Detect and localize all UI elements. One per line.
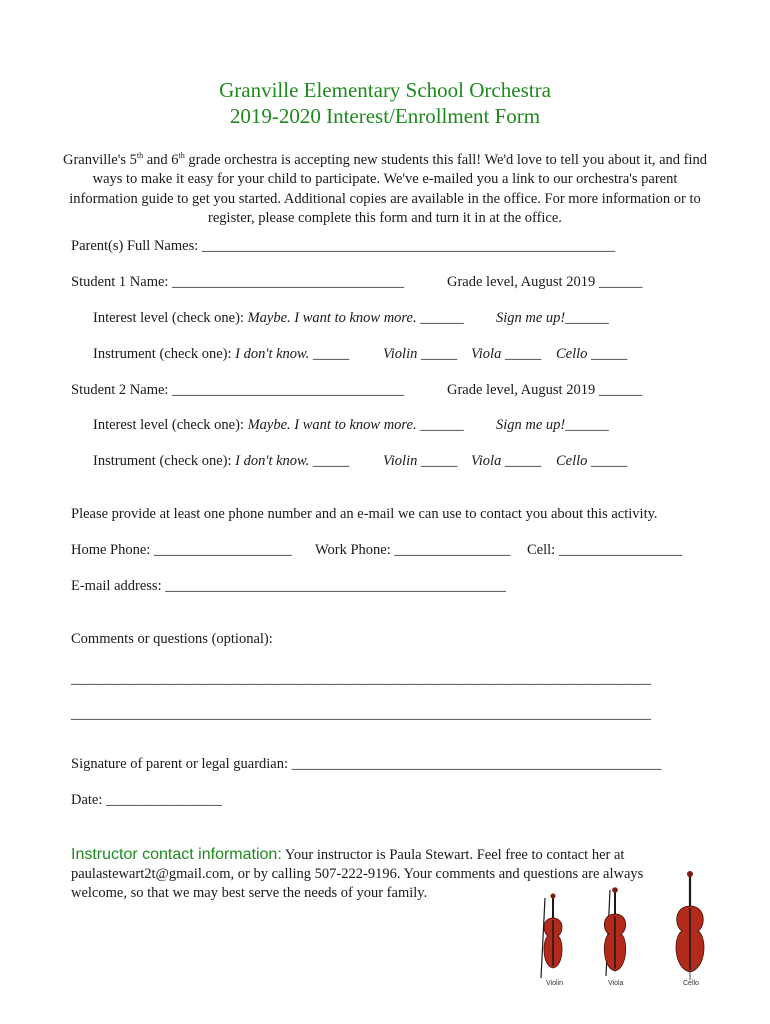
email-field[interactable] bbox=[71, 578, 506, 595]
student2-violin-option[interactable] bbox=[383, 453, 457, 470]
student1-viola-option[interactable] bbox=[471, 346, 541, 363]
instr-violin-option: Violin bbox=[383, 453, 418, 469]
student1-grade-field[interactable] bbox=[447, 274, 642, 291]
date-field[interactable] bbox=[71, 792, 222, 809]
instr-violin-option: Violin bbox=[383, 346, 418, 362]
parents-label: Parent(s) Full Names: bbox=[71, 238, 202, 254]
instr-viola-option: Viola bbox=[471, 453, 502, 469]
form-subtitle: 2019-2020 Interest/Enrollment Form bbox=[229, 104, 541, 128]
student1-label: Student 1 Name: bbox=[71, 274, 173, 290]
instr-viola-blank[interactable]: _____ bbox=[501, 346, 542, 362]
email-blank[interactable]: _______________________________________________ bbox=[165, 578, 506, 594]
signature-field[interactable] bbox=[71, 756, 661, 773]
instr-dontknow-option: I don't know. bbox=[235, 453, 310, 469]
intro-sup-1: th bbox=[136, 151, 144, 160]
contact-prompt: Please provide at least one phone number and an e-mail we can use to contact you about this activity. bbox=[71, 506, 658, 522]
student2-viola-option[interactable] bbox=[471, 453, 541, 470]
student2-signup-option[interactable] bbox=[496, 417, 609, 434]
instrument-label: Instrument (check one): bbox=[93, 453, 236, 469]
cell-phone-field[interactable] bbox=[527, 542, 682, 559]
interest-maybe-blank[interactable]: ______ bbox=[416, 310, 464, 326]
interest-signup-option: Sign me up! bbox=[496, 310, 566, 326]
comments-label: Comments or questions (optional): bbox=[71, 631, 273, 647]
interest-maybe-blank[interactable]: ______ bbox=[416, 417, 464, 433]
date-label: Date: bbox=[71, 792, 107, 808]
cello-icon bbox=[676, 871, 704, 980]
violin-label: Violin bbox=[546, 980, 563, 987]
student1-interest-row bbox=[93, 310, 464, 327]
student2-instrument-row bbox=[93, 453, 349, 470]
student2-grade-field[interactable] bbox=[447, 382, 642, 399]
cell-phone-label: Cell: bbox=[527, 542, 559, 558]
grade-blank[interactable]: ______ bbox=[598, 274, 643, 290]
intro-text-b: and 6 bbox=[143, 151, 179, 168]
comment-line-2[interactable]: ________________________________________________________________________________ bbox=[71, 706, 651, 722]
date-blank[interactable]: ________________ bbox=[106, 792, 223, 808]
parents-blank[interactable]: _________________________________________________________ bbox=[201, 238, 616, 254]
work-phone-label: Work Phone: bbox=[315, 542, 395, 558]
work-phone-blank[interactable]: ________________ bbox=[394, 542, 511, 558]
student2-cello-option[interactable] bbox=[556, 453, 627, 470]
instr-violin-blank[interactable]: _____ bbox=[417, 453, 458, 469]
interest-signup-blank[interactable]: ______ bbox=[565, 417, 609, 433]
signature-blank[interactable]: ___________________________________________________ bbox=[291, 756, 662, 772]
intro-paragraph bbox=[60, 146, 710, 229]
comment-line-1[interactable]: ________________________________________________________________________________ bbox=[71, 671, 651, 687]
signature-label: Signature of parent or legal guardian: bbox=[71, 756, 292, 772]
email-label: E-mail address: bbox=[71, 578, 166, 594]
parents-field[interactable] bbox=[71, 238, 615, 255]
violin-icon bbox=[541, 894, 562, 979]
intro-sup-2: th bbox=[178, 151, 185, 160]
intro-text-a: Granville's 5 bbox=[62, 151, 137, 168]
interest-signup-blank[interactable]: ______ bbox=[565, 310, 609, 326]
cell-phone-blank[interactable]: _________________ bbox=[558, 542, 683, 558]
instrument-label: Instrument (check one): bbox=[93, 346, 236, 362]
interest-label: Interest level (check one): bbox=[93, 417, 248, 433]
student1-instrument-row bbox=[93, 346, 349, 363]
viola-icon bbox=[604, 887, 625, 976]
instr-violin-blank[interactable]: _____ bbox=[417, 346, 458, 362]
instr-cello-option: Cello bbox=[556, 346, 588, 362]
instr-dontknow-option: I don't know. bbox=[235, 346, 310, 362]
instr-viola-option: Viola bbox=[471, 346, 502, 362]
student2-label: Student 2 Name: bbox=[71, 382, 173, 398]
viola-label: Viola bbox=[608, 980, 624, 987]
student1-name-field[interactable] bbox=[71, 274, 404, 291]
work-phone-field[interactable] bbox=[315, 542, 510, 559]
instr-viola-blank[interactable]: _____ bbox=[501, 453, 542, 469]
instr-cello-option: Cello bbox=[556, 453, 588, 469]
interest-label: Interest level (check one): bbox=[93, 310, 248, 326]
student1-blank[interactable]: ________________________________ bbox=[172, 274, 405, 290]
interest-maybe-option: Maybe. I want to know more. bbox=[247, 417, 417, 433]
student2-name-field[interactable] bbox=[71, 382, 404, 399]
interest-signup-option: Sign me up! bbox=[496, 417, 566, 433]
student1-violin-option[interactable] bbox=[383, 346, 457, 363]
instr-dontknow-blank[interactable]: _____ bbox=[309, 346, 350, 362]
instructor-contact-heading: Instructor contact information: bbox=[71, 846, 282, 863]
interest-maybe-option: Maybe. I want to know more. bbox=[247, 310, 417, 326]
student2-interest-row bbox=[93, 417, 464, 434]
grade-label: Grade level, August 2019 bbox=[447, 274, 599, 290]
home-phone-blank[interactable]: ___________________ bbox=[153, 542, 292, 558]
home-phone-label: Home Phone: bbox=[71, 542, 154, 558]
student1-signup-option[interactable] bbox=[496, 310, 609, 327]
instructor-contact-text: Your instructor is Paula Stewart. Feel free to contact her at paulastewart2t@gmail.com, or by calling 507-222-9196. Your comments and questions are always welcome, so that we may best serve the needs of your family. bbox=[71, 847, 644, 901]
home-phone-field[interactable] bbox=[71, 542, 292, 559]
form-title: Granville Elementary School Orchestra bbox=[219, 78, 551, 102]
instr-cello-blank[interactable]: _____ bbox=[587, 346, 628, 362]
grade-label: Grade level, August 2019 bbox=[447, 382, 599, 398]
cello-label: Cello bbox=[683, 980, 699, 987]
student1-cello-option[interactable] bbox=[556, 346, 627, 363]
student2-blank[interactable]: ________________________________ bbox=[172, 382, 405, 398]
instr-cello-blank[interactable]: _____ bbox=[587, 453, 628, 469]
string-instruments-illustration bbox=[520, 868, 720, 993]
grade-blank[interactable]: ______ bbox=[598, 382, 643, 398]
intro-text-c: grade orchestra is accepting new students this fall! We'd love to tell you about it, and find ways to make it easy for your child to participate. We've e-mailed you a link to our orchestra's parent information guide to get you started. Additional copies are available in the office. For more information or to register, please complete this form and turn it in at the office. bbox=[69, 151, 708, 227]
instr-dontknow-blank[interactable]: _____ bbox=[309, 453, 350, 469]
